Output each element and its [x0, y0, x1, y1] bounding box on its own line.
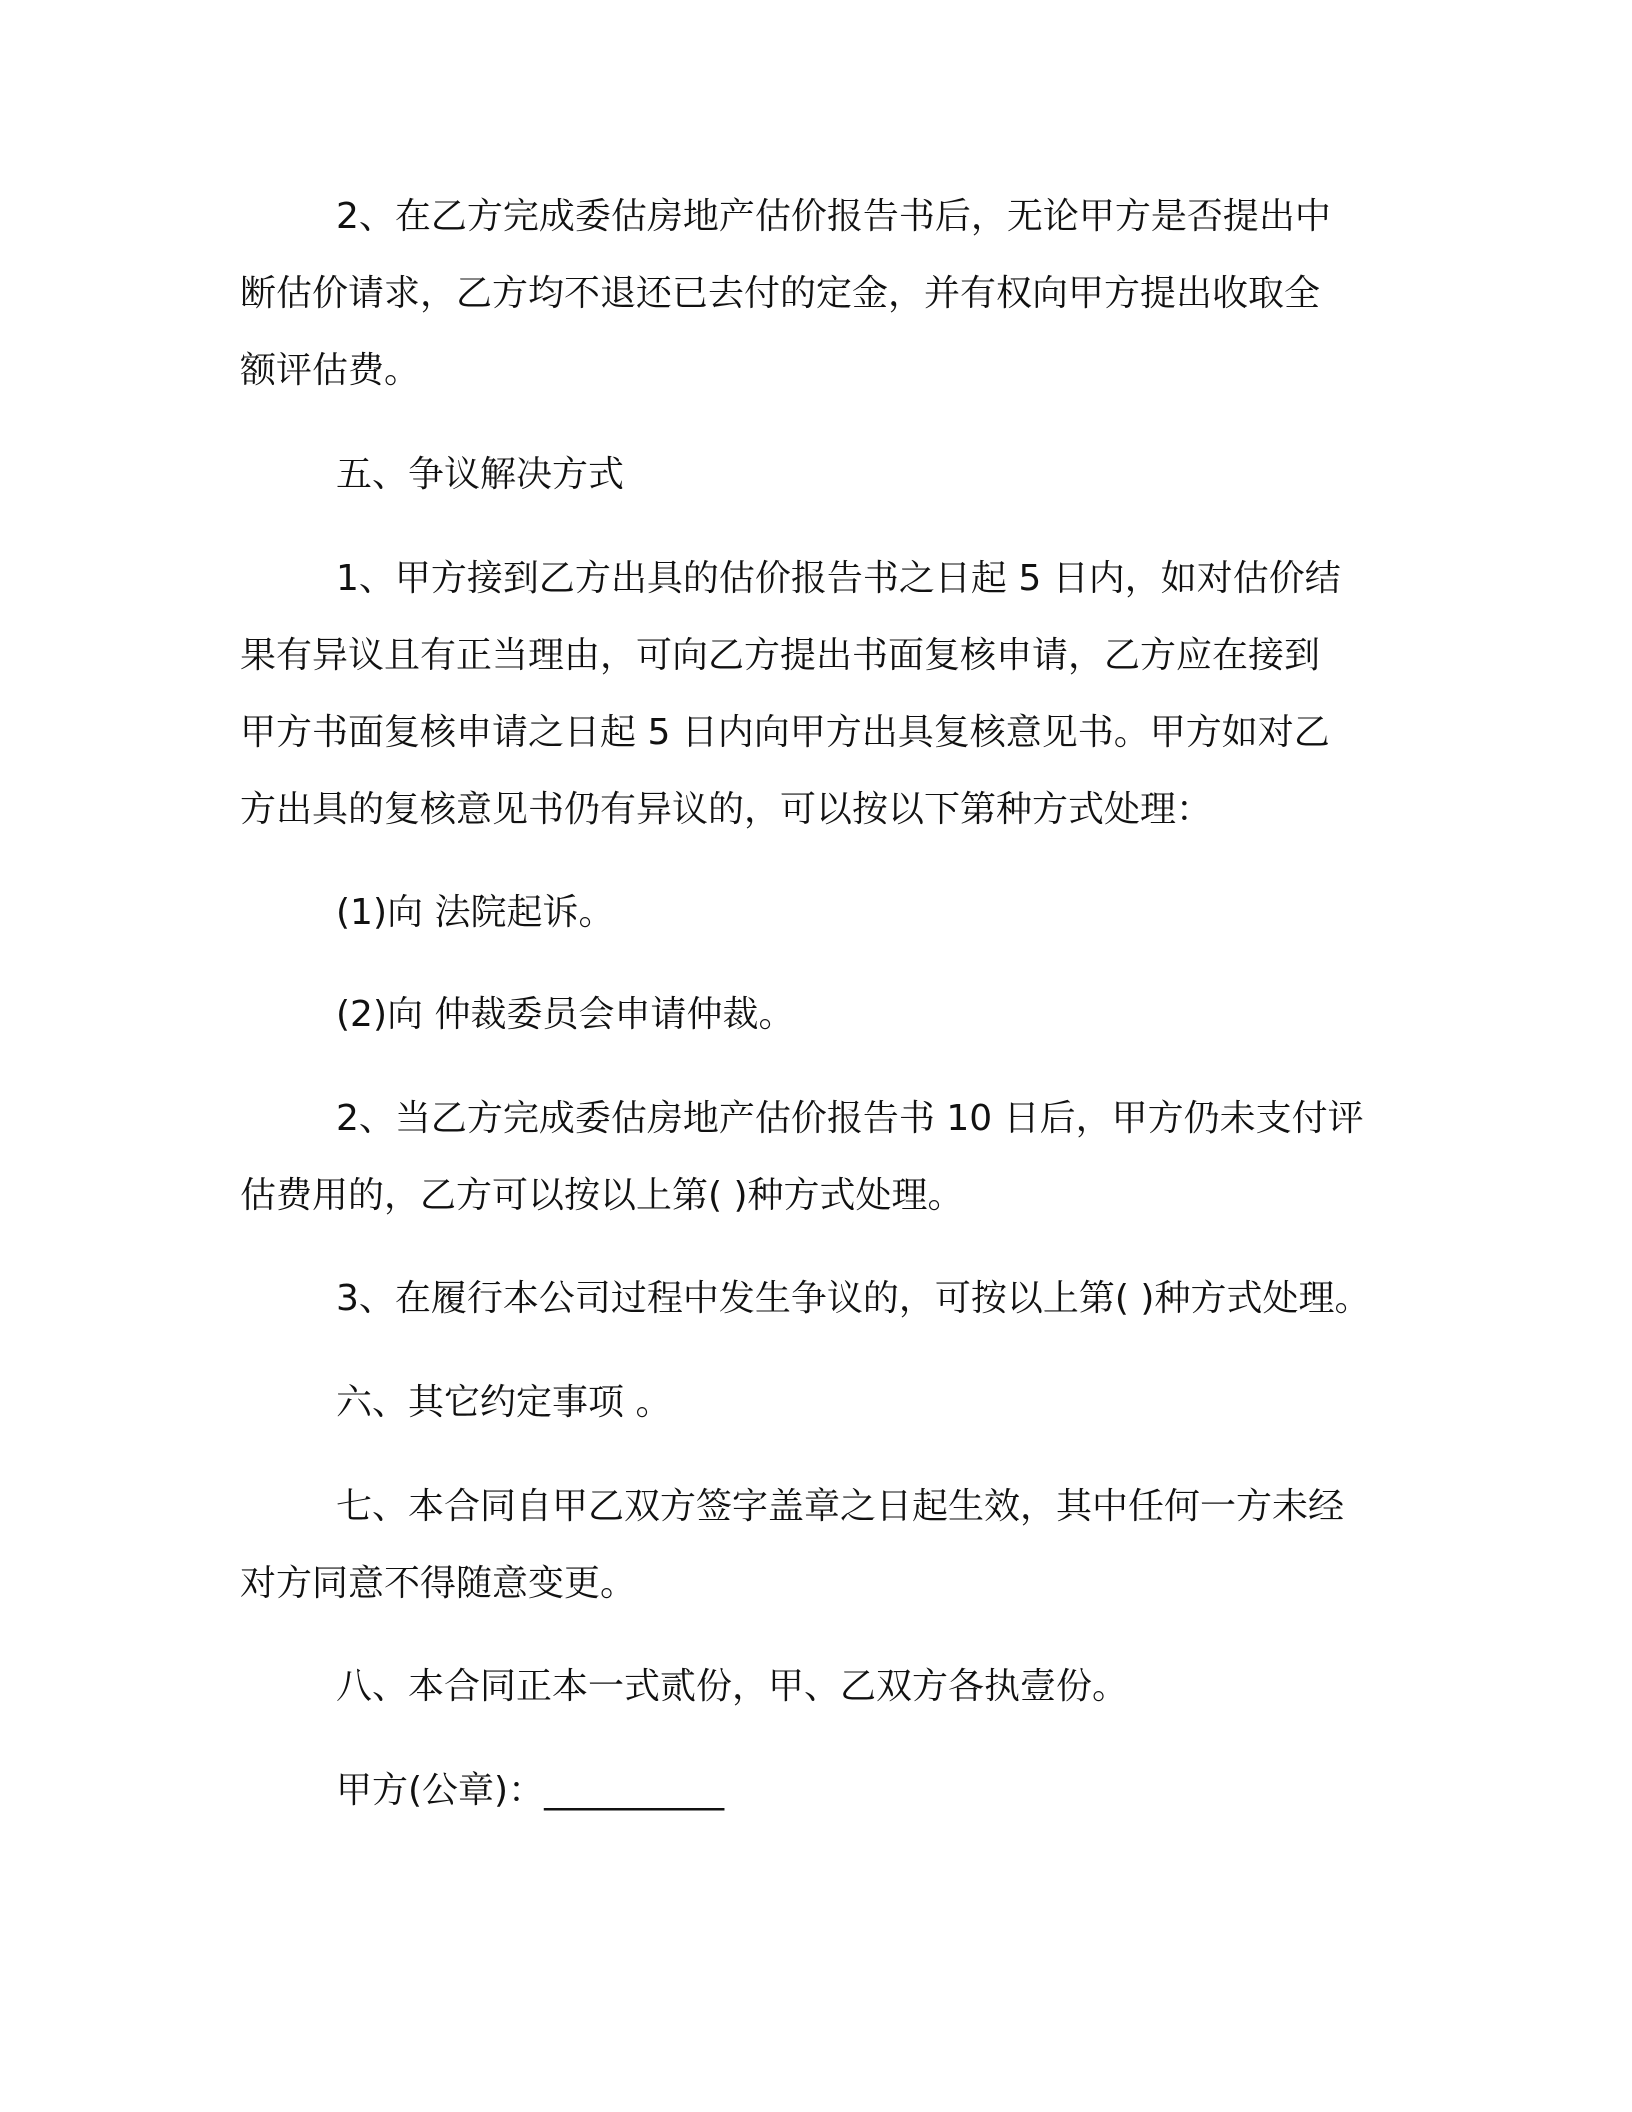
- section-heading-text: 五、争议解决方式: [336, 454, 625, 495]
- paragraph-dispute-2: [240, 1080, 1400, 1234]
- paragraph-section-7: [240, 1468, 1400, 1622]
- paragraph-line: 对方同意不得随意变更。: [240, 1563, 637, 1604]
- party-a-seal-line: [240, 1752, 1400, 1829]
- paragraph-line: 八、本合同正本一式贰份，甲、乙双方各执壹份。: [336, 1666, 1129, 1707]
- paragraph-line: 断估价请求，乙方均不退还已去付的定金，并有权向甲方提出收取全: [240, 273, 1321, 314]
- paragraph-line: 七、本合同自甲乙双方签字盖章之日起生效，其中任何一方未经: [336, 1486, 1345, 1527]
- paragraph-dispute-3: [240, 1260, 1400, 1337]
- paragraph-line: 2、当乙方完成委估房地产估价报告书 10 日后，甲方仍未支付评: [336, 1098, 1364, 1139]
- paragraph-line: 果有异议且有正当理由，可向乙方提出书面复核申请，乙方应在接到: [240, 635, 1321, 676]
- section-heading-6: [240, 1364, 1400, 1441]
- paragraph-dispute-1: [240, 540, 1400, 848]
- option-text: (1)向 法院起诉。: [336, 892, 615, 933]
- option-text: (2)向 仲裁委员会申请仲裁。: [336, 994, 795, 1035]
- paragraph-line: 估费用的，乙方可以按以上第( )种方式处理。: [240, 1175, 964, 1216]
- paragraph-section-8: [240, 1648, 1400, 1725]
- paragraph-line: 2、在乙方完成委估房地产估价报告书后，无论甲方是否提出中: [336, 196, 1331, 237]
- paragraph-fee-clause-2: [240, 178, 1400, 409]
- paragraph-line: 方出具的复核意见书仍有异议的，可以按以下第种方式处理：: [240, 789, 1213, 830]
- signature-field-label: 甲方(公章)：__________: [336, 1770, 725, 1811]
- option-arbitration: [240, 976, 1400, 1053]
- section-heading-5: [240, 436, 1400, 513]
- section-heading-text: 六、其它约定事项 。: [336, 1382, 672, 1423]
- paragraph-line: 1、甲方接到乙方出具的估价报告书之日起 5 日内，如对估价结: [336, 558, 1341, 599]
- paragraph-line: 额评估费。: [240, 350, 421, 391]
- option-court: [240, 874, 1400, 951]
- paragraph-line: 甲方书面复核申请之日起 5 日内向甲方出具复核意见书。甲方如对乙: [240, 712, 1330, 753]
- paragraph-line: 3、在履行本公司过程中发生争议的，可按以上第( )种方式处理。: [336, 1278, 1371, 1319]
